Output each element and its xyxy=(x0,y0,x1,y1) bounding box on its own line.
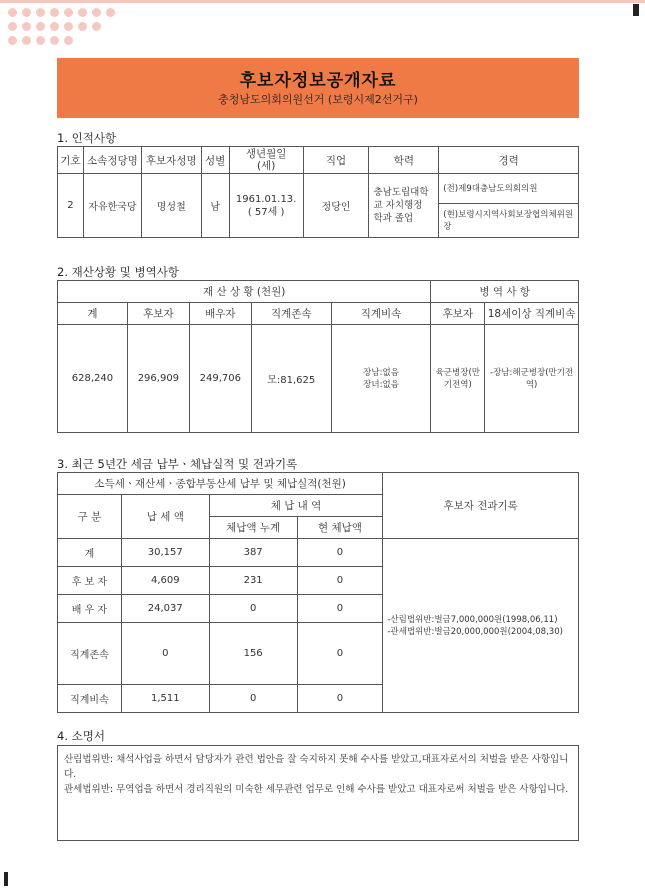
row-arrears-total: 0 xyxy=(209,685,297,713)
col-number: 기호 xyxy=(58,147,84,174)
row-arrears-current: 0 xyxy=(297,567,383,595)
personal-info-table xyxy=(57,146,579,238)
col-birth: 생년월일 (세) xyxy=(229,147,303,174)
statement-box xyxy=(57,745,579,841)
section-4-heading-text: 4. 소명서 xyxy=(57,729,105,743)
row-arrears-total: 231 xyxy=(209,567,297,595)
col-career: 경력 xyxy=(439,147,579,174)
col-spouse: 배우자 xyxy=(189,303,251,325)
section-2-heading xyxy=(57,264,179,280)
row-paid: 30,157 xyxy=(121,539,209,567)
col-arrears-total: 체납액 누계 xyxy=(209,517,297,539)
title-banner xyxy=(57,58,579,118)
col-candidate: 후보자 xyxy=(127,303,189,325)
section-1-heading-text: 1. 인적사항 xyxy=(57,131,117,145)
row-label: 배 우 자 xyxy=(58,595,122,623)
row-paid: 1,511 xyxy=(121,685,209,713)
col-job: 직업 xyxy=(303,147,369,174)
cell-descendant: 장남:없음 장녀:없음 xyxy=(331,325,431,433)
table-row xyxy=(58,539,579,567)
section-1-heading xyxy=(57,130,116,146)
row-label: 후 보 자 xyxy=(58,567,122,595)
cell-career-1: (전)제9대충남도의회의원 xyxy=(439,174,579,204)
property-military-table xyxy=(57,280,579,433)
row-paid: 0 xyxy=(121,623,209,685)
criminal-record-2: -관세법위반:벌금20,000,000원(2004,08,30) xyxy=(387,626,563,637)
statement-paragraph-1: 산림법위반: 채석사업을 하면서 담당자가 관련 법안을 잘 숙지하지 못해 수사를 받았고,대표자로서의 처벌을 받은 사항입니다. xyxy=(64,754,569,780)
table-header-row xyxy=(58,147,579,174)
row-arrears-current: 0 xyxy=(297,623,383,685)
section-4-heading xyxy=(57,728,105,744)
col-category: 구 분 xyxy=(58,495,122,539)
row-arrears-current: 0 xyxy=(297,685,383,713)
tax-criminal-table xyxy=(57,472,579,713)
col-gender: 성별 xyxy=(201,147,229,174)
cell-military-descendant: -장남:해군병장(만기전 역) xyxy=(485,325,579,433)
col-paid: 납 세 액 xyxy=(121,495,209,539)
decorative-dots xyxy=(0,0,140,60)
cell-career-2: (현)보령시지역사회보장협의체위원 장 xyxy=(439,204,579,238)
row-paid: 24,037 xyxy=(121,595,209,623)
scan-left-mark xyxy=(4,872,8,886)
table-header-row xyxy=(58,281,579,303)
criminal-record-1: -산림법위반:벌금7,000,000원(1998,06,11) xyxy=(387,614,558,625)
cell-military-candidate: 육군병장(만 기전역) xyxy=(431,325,485,433)
cell-total: 628,240 xyxy=(58,325,128,433)
col-total: 계 xyxy=(58,303,128,325)
cell-spouse: 249,706 xyxy=(189,325,251,433)
scan-corner-mark xyxy=(633,4,639,16)
row-arrears-total: 156 xyxy=(209,623,297,685)
row-arrears-total: 0 xyxy=(209,595,297,623)
section-3-heading-text: 3. 최근 5년간 세금 납부ㆍ체납실적 및 전과기록 xyxy=(57,457,298,471)
col-descendant: 직계비속 xyxy=(331,303,431,325)
section-2-heading-text: 2. 재산상황 및 병역사항 xyxy=(57,265,179,279)
page-subtitle: 충청남도의회의원선거 (보령시제2선거구) xyxy=(218,93,418,106)
cell-gender: 남 xyxy=(201,174,229,238)
criminal-records-cell xyxy=(383,539,579,713)
row-arrears-total: 387 xyxy=(209,539,297,567)
row-paid: 4,609 xyxy=(121,567,209,595)
page-title: 후보자정보공개자료 xyxy=(239,71,397,91)
cell-education: 충남도립대학 교 자치행정 학과 졸업 xyxy=(369,174,439,238)
cell-candidate: 296,909 xyxy=(127,325,189,433)
col-arrears: 체 납 내 역 xyxy=(209,495,383,517)
table-row xyxy=(58,174,579,204)
criminal-header: 후보자 전과기록 xyxy=(383,473,579,539)
table-row xyxy=(58,325,579,433)
cell-birth: 1961.01.13. ( 57세 ) xyxy=(229,174,303,238)
tax-header: 소득세ㆍ재산세ㆍ종합부동산세 납부 및 체납실적(천원) xyxy=(58,473,383,495)
cell-party: 자유한국당 xyxy=(83,174,141,238)
col-education: 학력 xyxy=(369,147,439,174)
col-arrears-current: 현 체납액 xyxy=(297,517,383,539)
row-label: 직계존속 xyxy=(58,623,122,685)
col-name: 후보자성명 xyxy=(141,147,201,174)
table-header-row xyxy=(58,303,579,325)
property-header: 재 산 상 황 (천원) xyxy=(58,281,431,303)
cell-job: 정당인 xyxy=(303,174,369,238)
col-military-descendant: 18세이상 직계비속 xyxy=(485,303,579,325)
statement-paragraph-2: 관세법위반: 무역업을 하면서 경리직원의 미숙한 세무관련 업무로 인해 수사를 받았고 대표자로써 처벌을 받은 사항입니다. xyxy=(64,784,569,795)
row-arrears-current: 0 xyxy=(297,595,383,623)
cell-ascendant: 모:81,625 xyxy=(251,325,331,433)
col-ascendant: 직계존속 xyxy=(251,303,331,325)
section-3-heading xyxy=(57,456,297,472)
row-label: 계 xyxy=(58,539,122,567)
col-party: 소속정당명 xyxy=(83,147,141,174)
cell-name: 명성철 xyxy=(141,174,201,238)
col-military-candidate: 후보자 xyxy=(431,303,485,325)
row-label: 직계비속 xyxy=(58,685,122,713)
cell-number: 2 xyxy=(58,174,84,238)
military-header: 병 역 사 항 xyxy=(431,281,579,303)
row-arrears-current: 0 xyxy=(297,539,383,567)
table-header-row xyxy=(58,473,579,495)
